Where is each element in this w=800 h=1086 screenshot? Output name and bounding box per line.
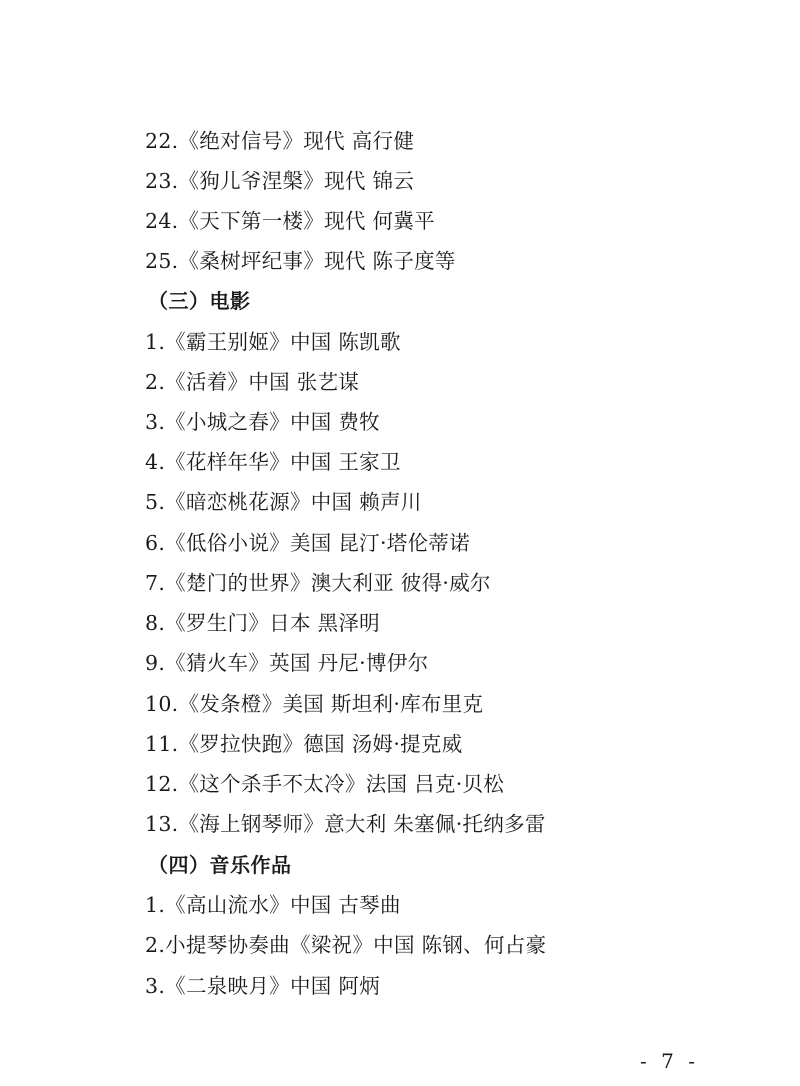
list-item: 10.《发条橙》美国 斯坦利·库布里克: [145, 692, 484, 716]
list-item: 2.小提琴协奏曲《梁祝》中国 陈钢、何占豪: [145, 933, 547, 957]
section-heading-music: （四）音乐作品: [148, 853, 292, 877]
list-item: 25.《桑树坪纪事》现代 陈子度等: [145, 249, 456, 273]
list-item: 7.《楚门的世界》澳大利亚 彼得·威尔: [145, 571, 491, 595]
list-item: 9.《猜火车》英国 丹尼·博伊尔: [145, 651, 429, 675]
list-item: 3.《小城之春》中国 费牧: [145, 410, 380, 434]
section-heading-film: （三）电影: [148, 289, 251, 313]
list-item: 8.《罗生门》日本 黑泽明: [145, 611, 380, 635]
list-item: 3.《二泉映月》中国 阿炳: [145, 974, 380, 998]
list-item: 12.《这个杀手不太冷》法国 吕克·贝松: [145, 772, 505, 796]
page-number: - 7 -: [640, 1049, 699, 1073]
list-item: 1.《高山流水》中国 古琴曲: [145, 893, 401, 917]
list-item: 4.《花样年华》中国 王家卫: [145, 450, 401, 474]
list-item: 13.《海上钢琴师》意大利 朱塞佩·托纳多雷: [145, 812, 546, 836]
list-item: 24.《天下第一楼》现代 何冀平: [145, 209, 435, 233]
list-item: 6.《低俗小说》美国 昆汀·塔伦蒂诺: [145, 531, 470, 555]
list-item: 11.《罗拉快跑》德国 汤姆·提克威: [145, 732, 463, 756]
list-item: 2.《活着》中国 张艺谋: [145, 370, 360, 394]
list-item: 1.《霸王别姬》中国 陈凯歌: [145, 330, 401, 354]
list-item: 5.《暗恋桃花源》中国 赖声川: [145, 490, 422, 514]
list-item: 22.《绝对信号》现代 高行健: [145, 129, 415, 153]
list-item: 23.《狗儿爷涅槃》现代 锦云: [145, 169, 415, 193]
